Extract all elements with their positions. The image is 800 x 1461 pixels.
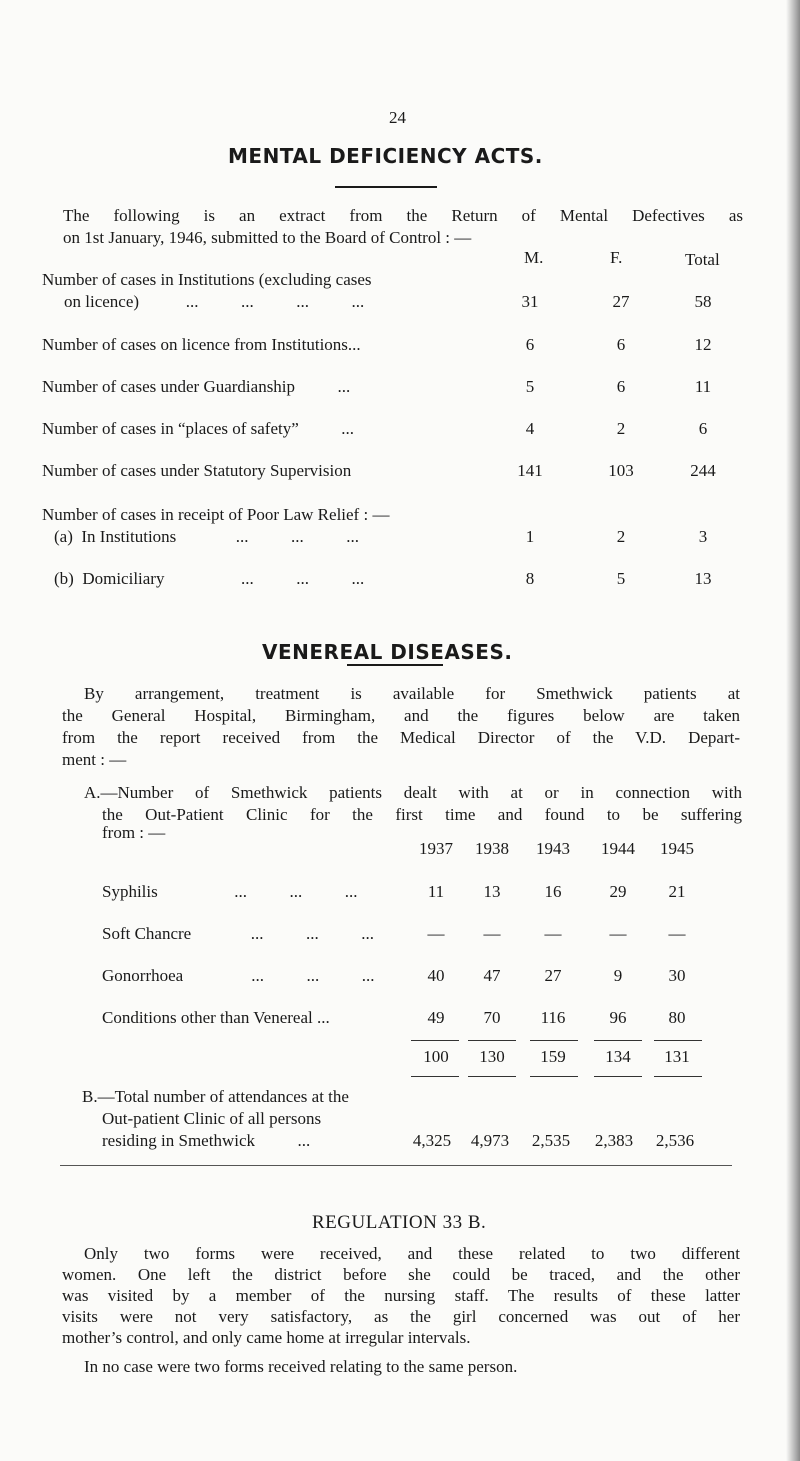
vd-row-gonorrhoea-1943: 27 (544, 966, 562, 985)
mental-row-5-label: Number of cases under Statutory Supervision (42, 461, 352, 480)
year-1937: 1937 (419, 839, 453, 858)
venereal-intro (62, 683, 740, 771)
mental-row-2-m: 6 (525, 335, 535, 354)
total-rule-bottom-1944 (594, 1076, 642, 1077)
mental-heading-rule (335, 186, 437, 188)
venereal-intro-line-4: ment : — (62, 750, 127, 769)
mental-row-2-label: Number of cases on licence from Institutions... (42, 335, 361, 354)
vd-row-other-1944: 96 (609, 1008, 627, 1027)
page-edge-shadow (786, 0, 800, 1461)
poor-law-row-b-total: 13 (694, 569, 712, 588)
mental-row-1-m: 31 (521, 292, 539, 311)
vd-row-soft-chancre-1938: — (483, 924, 501, 943)
regulation-paragraph-2: In no case were two forms received relating to the same person. (84, 1357, 518, 1376)
total-rule-top-1944 (594, 1040, 642, 1041)
venereal-heading-rule (347, 664, 443, 666)
attendances-1937: 4,325 (412, 1131, 452, 1150)
poor-law-heading: Number of cases in receipt of Poor Law Relief : — (42, 505, 390, 524)
mental-intro-line-1: The following is an extract from the Return of Mental Defectives as (63, 206, 743, 225)
vd-row-soft-chancre-1943: — (544, 924, 562, 943)
total-rule-bottom-1945 (654, 1076, 702, 1077)
mental-row-3-total: 11 (694, 377, 712, 396)
total-rule-bottom-1938 (468, 1076, 516, 1077)
vd-row-other-1943: 116 (540, 1008, 566, 1027)
mental-row-5-f: 103 (608, 461, 634, 480)
poor-law-row-a-f: 2 (616, 527, 626, 546)
section-a-line-3: from : — (102, 823, 166, 842)
col-m: M. (524, 248, 544, 267)
section-a-text (62, 782, 742, 844)
attendances-1938: 4,973 (470, 1131, 510, 1150)
poor-law-row-a-label: (a) In Institutions ... ... ... (54, 527, 360, 546)
regulation-paragraph-1 (62, 1243, 740, 1348)
section-b-line-1: B.—Total number of attendances at the (82, 1087, 349, 1106)
total-rule-top-1945 (654, 1040, 702, 1041)
mental-row-5-m: 141 (517, 461, 543, 480)
page-number: 24 (389, 108, 406, 127)
venereal-heading: VENEREAL DISEASES. (262, 640, 513, 664)
poor-law-row-b-label: (b) Domiciliary ... ... ... (54, 569, 365, 588)
mental-row-2-total: 12 (694, 335, 712, 354)
vd-row-soft-chancre-label: Soft Chancre ... ... ... (102, 924, 374, 943)
col-f: F. (610, 248, 623, 267)
venereal-intro-line-2: the General Hospital, Birmingham, and the figures below are taken (62, 706, 740, 725)
mental-row-5-total: 244 (690, 461, 716, 480)
attendances-1943: 2,535 (531, 1131, 571, 1150)
mental-intro (63, 205, 743, 249)
section-b-line-2: Out-patient Clinic of all persons (102, 1109, 322, 1128)
mental-row-4-total: 6 (698, 419, 708, 438)
vd-row-syphilis-1945: 21 (668, 882, 686, 901)
mental-row-4-f: 2 (616, 419, 626, 438)
venereal-intro-line-3: from the report received from the Medical Director of the V.D. Depart- (62, 728, 740, 747)
mental-row-2-f: 6 (616, 335, 626, 354)
vd-row-soft-chancre-1945: — (668, 924, 686, 943)
venereal-intro-line-1: By arrangement, treatment is available for Smethwick patients at (84, 684, 740, 703)
vd-row-soft-chancre-1944: — (609, 924, 627, 943)
vd-row-syphilis-label: Syphilis ... ... ... (102, 882, 358, 901)
vd-row-gonorrhoea-1938: 47 (483, 966, 501, 985)
regulation-line-4: visits were not very satisfactory, as the girl concerned was out of her (62, 1307, 740, 1326)
vd-row-other-1945: 80 (668, 1008, 686, 1027)
mental-row-1-total: 58 (694, 292, 712, 311)
section-a-line-2: the Out-Patient Clinic for the first time and found to be suffering (102, 805, 742, 824)
vd-row-gonorrhoea-1937: 40 (427, 966, 445, 985)
total-rule-top-1937 (411, 1040, 459, 1041)
total-rule-top-1938 (468, 1040, 516, 1041)
year-1943: 1943 (536, 839, 570, 858)
regulation-line-3: was visited by a member of the nursing staff. The results of these latter (62, 1286, 740, 1305)
mental-row-1-f: 27 (612, 292, 630, 311)
vd-row-syphilis-1944: 29 (609, 882, 627, 901)
vd-row-gonorrhoea-1944: 9 (613, 966, 623, 985)
total-rule-bottom-1937 (411, 1076, 459, 1077)
year-1945: 1945 (660, 839, 694, 858)
poor-law-row-b-f: 5 (616, 569, 626, 588)
vd-total-1944: 134 (605, 1047, 631, 1066)
attendances-1944: 2,383 (594, 1131, 634, 1150)
section-divider (60, 1165, 732, 1166)
vd-row-syphilis-1938: 13 (483, 882, 501, 901)
mental-heading: MENTAL DEFICIENCY ACTS. (228, 144, 543, 168)
vd-row-other-1937: 49 (427, 1008, 445, 1027)
vd-total-1943: 159 (540, 1047, 566, 1066)
vd-row-syphilis-1943: 16 (544, 882, 562, 901)
vd-row-other-1938: 70 (483, 1008, 501, 1027)
vd-total-1937: 100 (423, 1047, 449, 1066)
mental-row-3-m: 5 (525, 377, 535, 396)
poor-law-row-a-m: 1 (525, 527, 535, 546)
col-total: Total (685, 250, 720, 269)
total-rule-bottom-1943 (530, 1076, 578, 1077)
poor-law-row-a-total: 3 (698, 527, 708, 546)
mental-row-4-label: Number of cases in “places of safety” ... (42, 419, 355, 438)
regulation-line-2: women. One left the district before she could be traced, and the other (62, 1265, 740, 1284)
vd-total-1945: 131 (664, 1047, 690, 1066)
regulation-heading: REGULATION 33 B. (312, 1212, 487, 1233)
vd-row-gonorrhoea-label: Gonorrhoea ... ... ... (102, 966, 375, 985)
regulation-line-5: mother’s control, and only came home at irregular intervals. (62, 1328, 471, 1347)
vd-total-1938: 130 (479, 1047, 505, 1066)
attendances-1945: 2,536 (655, 1131, 695, 1150)
total-rule-top-1943 (530, 1040, 578, 1041)
vd-row-gonorrhoea-1945: 30 (668, 966, 686, 985)
mental-row-3-label: Number of cases under Guardianship ... (42, 377, 351, 396)
mental-row-4-m: 4 (525, 419, 535, 438)
mental-row-1-label2: on licence) ... ... ... ... (64, 292, 365, 311)
mental-row-1-label: Number of cases in Institutions (excluding cases (42, 270, 372, 289)
mental-row-3-f: 6 (616, 377, 626, 396)
year-1938: 1938 (475, 839, 509, 858)
regulation-line-1: Only two forms were received, and these related to two different (84, 1244, 740, 1263)
poor-law-row-b-m: 8 (525, 569, 535, 588)
vd-row-syphilis-1937: 11 (427, 882, 445, 901)
section-a-line-1: A.—Number of Smethwick patients dealt with at or in connection with (84, 783, 742, 802)
vd-row-other-label: Conditions other than Venereal ... (102, 1008, 330, 1027)
year-1944: 1944 (601, 839, 635, 858)
vd-row-soft-chancre-1937: — (427, 924, 445, 943)
section-b-line-3: residing in Smethwick ... (102, 1131, 311, 1150)
mental-intro-line-2: on 1st January, 1946, submitted to the Board of Control : — (63, 228, 472, 247)
